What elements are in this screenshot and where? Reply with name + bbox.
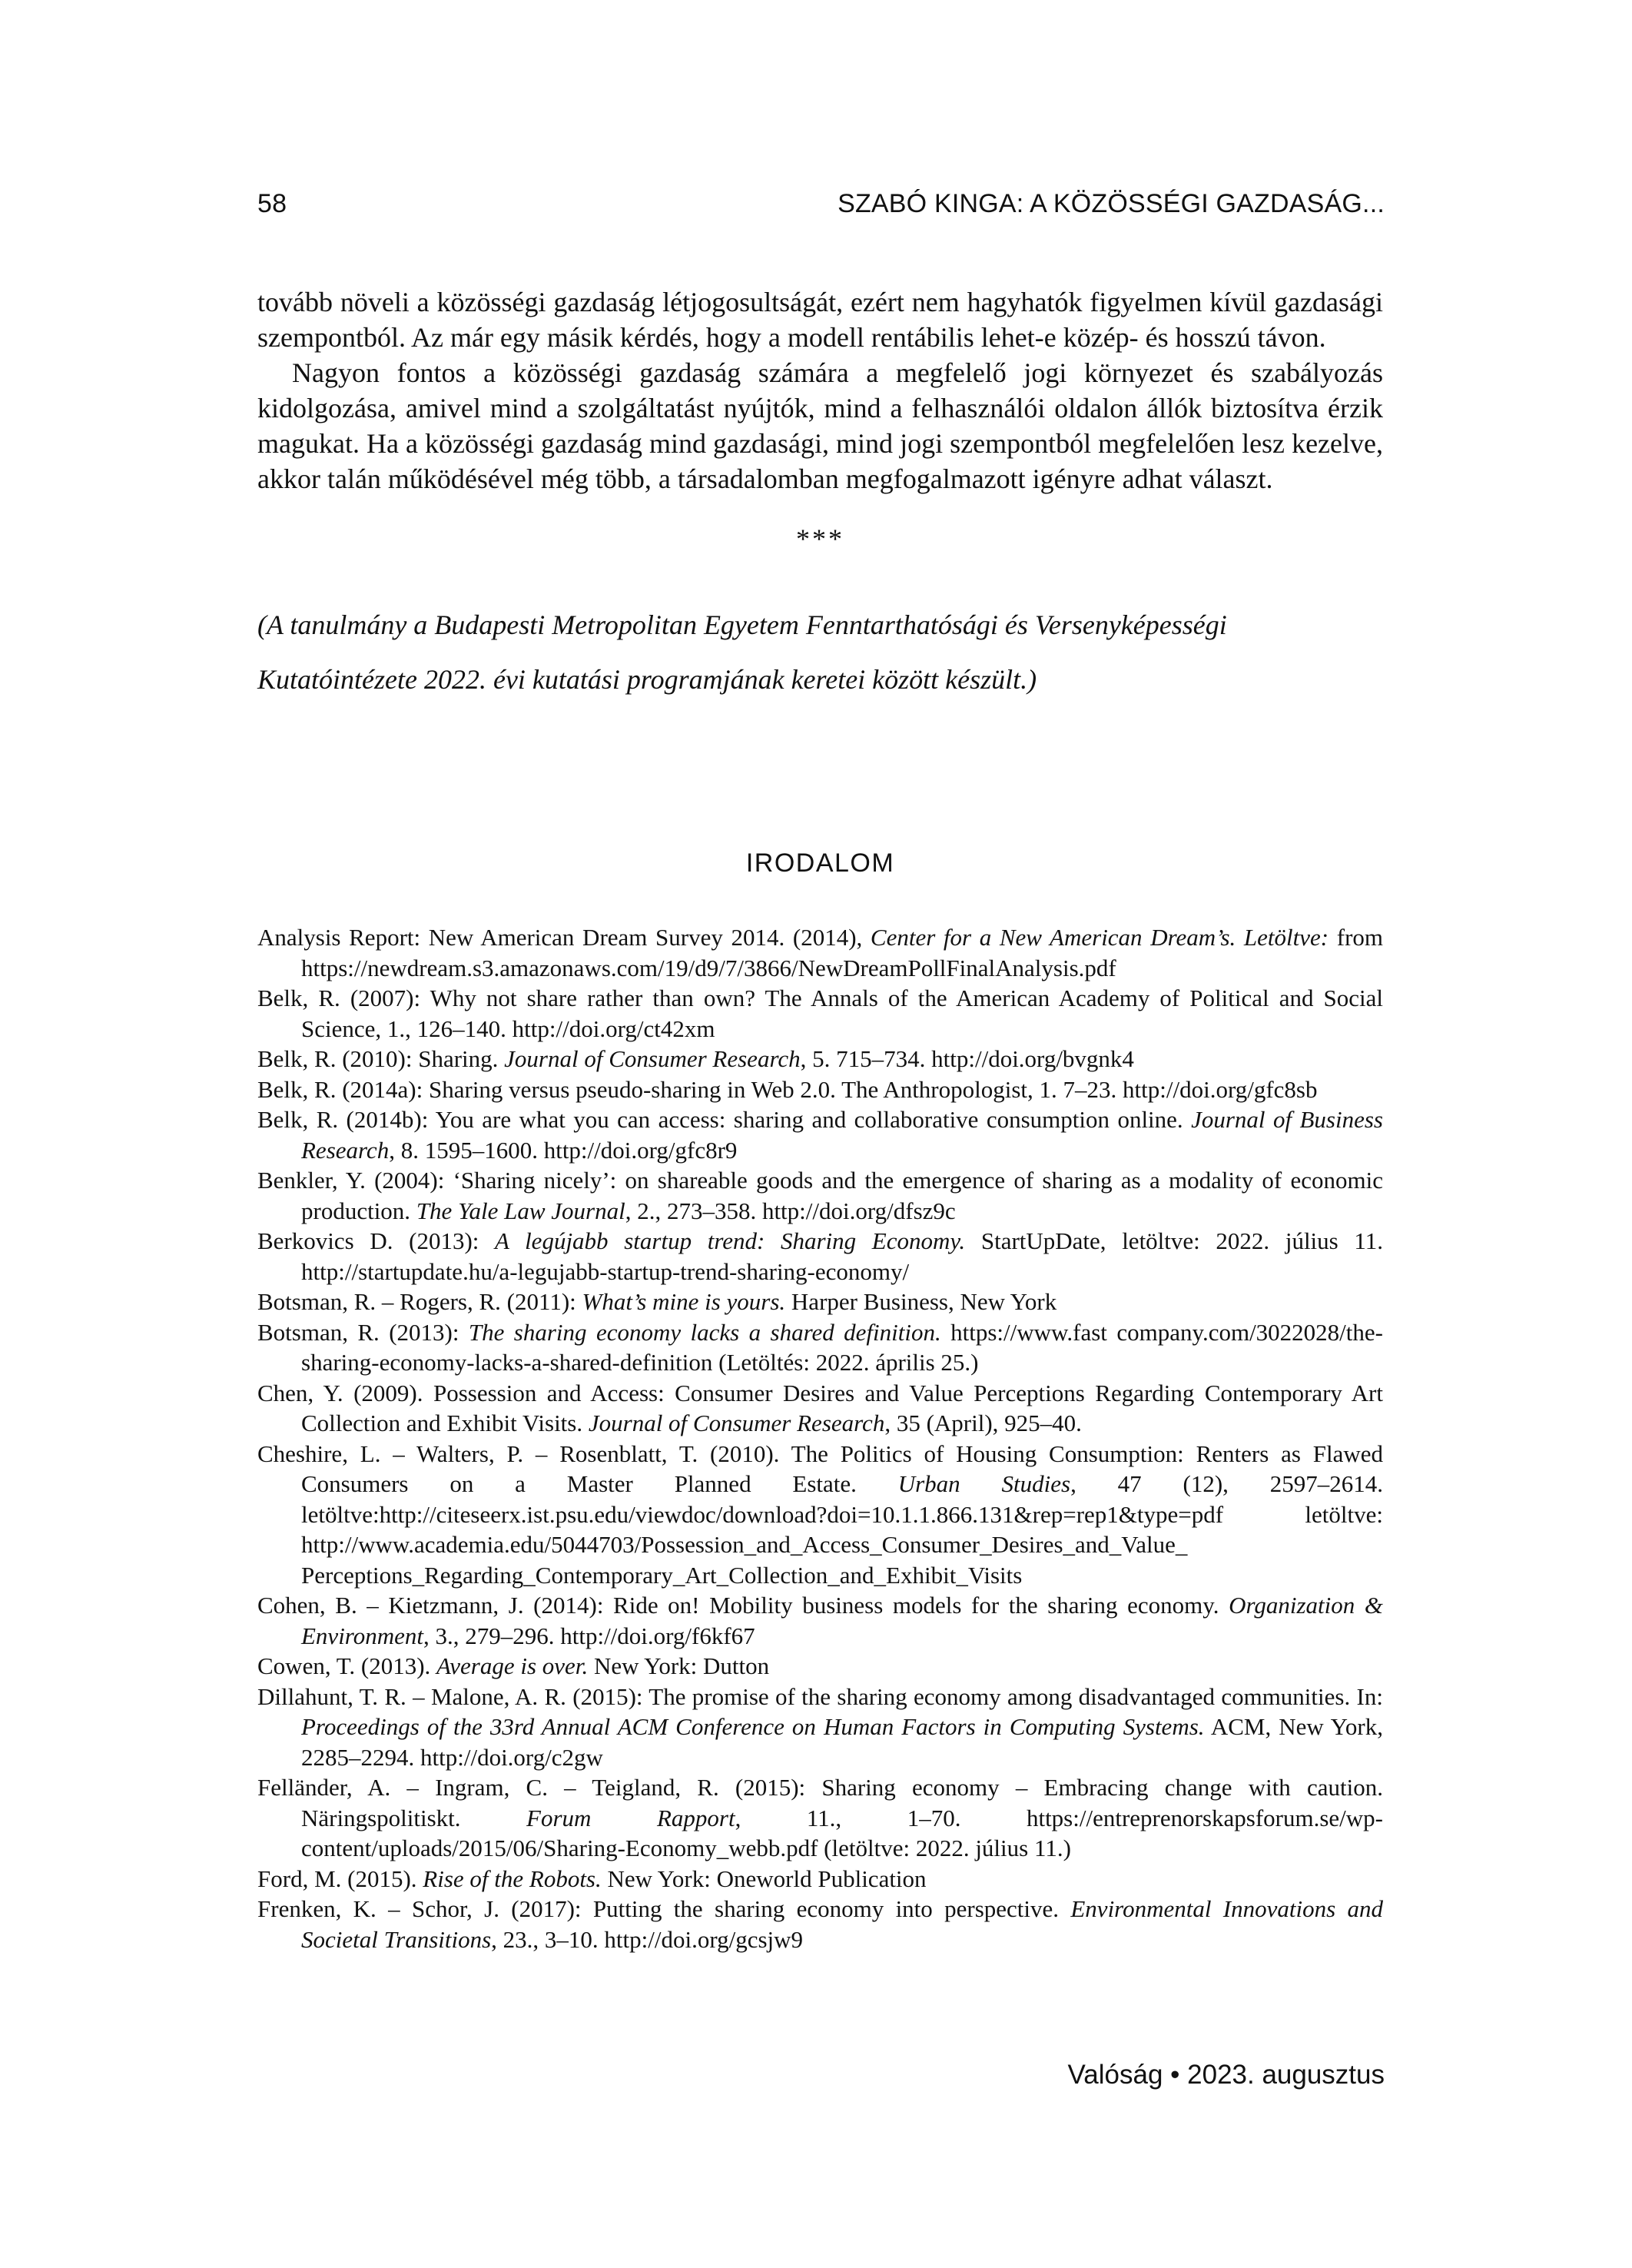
- entry-title-italic: The sharing economy lacks a shared definition.: [468, 1318, 941, 1346]
- bibliography-entry: [257, 1772, 1383, 1864]
- entry-title-italic: Journal of Business Research: [301, 1106, 1383, 1164]
- entry-title-italic: Urban Studies: [897, 1470, 1071, 1497]
- bibliography-entry: [257, 1894, 1383, 1954]
- entry-title-italic: The Yale Law Journal: [416, 1197, 625, 1224]
- entry-text: Frenken, K. – Schor, J. (2017): Putting the sharing economy into perspective.: [257, 1895, 1071, 1922]
- entry-title-italic: Rise of the Robots.: [423, 1865, 602, 1892]
- entry-text: Cowen, T. (2013).: [257, 1652, 437, 1679]
- entry-text: New York: Oneworld Publication: [601, 1865, 927, 1892]
- entry-text: Cheshire, L. – Walters, P. – Rosenblatt, T. (2010). The Politics of Housing Consumption: Renters as Flawed Consumers on a Master Planned Estate.: [257, 1439, 1383, 1497]
- bibliography-list: [257, 922, 1383, 1954]
- bibliography-entry: [257, 1074, 1383, 1105]
- entry-text: Belk, R. (2014a): Sharing versus pseudo-sharing in Web 2.0. The Anthropologist, 1. 7–23. http://doi.org/gfc8sb: [257, 1075, 1318, 1103]
- body-paragraph: Nagyon fontos a közösségi gazdaság számára a megfelelő jogi környezet és szabályozás kidolgozása, amivel mind a szolgáltatást nyújtók, mind a felhasználói oldalon állók biztosítva érzik magukat. Ha a közösségi gazdaság mind gazdasági, mind jogi szempontból megfelelően lesz kezelve, akkor talán működésével még több, a társadalomban megfogalmazott igényre adhat választ.: [257, 357, 1383, 494]
- running-title: SZABÓ KINGA: A KÖZÖSSÉGI GAZDASÁG...: [838, 189, 1385, 218]
- entry-text: New York: Dutton: [588, 1652, 770, 1679]
- article-body: [257, 284, 1383, 707]
- entry-text: Belk, R. (2010): Sharing.: [257, 1045, 505, 1072]
- page-footer: Valóság • 2023. augusztus: [1067, 2060, 1385, 2090]
- entry-text: Dillahunt, T. R. – Malone, A. R. (2015): The promise of the sharing economy among disadvantaged communities. In:: [257, 1682, 1383, 1710]
- entry-title-italic: Proceedings of the 33rd Annual ACM Conference on Human Factors in Computing Systems.: [301, 1713, 1205, 1740]
- entry-title-italic: Environmental Innovations and Societal Transitions: [301, 1895, 1384, 1953]
- entry-text: , 23., 3–10. http://doi.org/gcsjw9: [491, 1925, 804, 1953]
- entry-title-italic: Center for a New American Dream’s. Letöltve:: [870, 924, 1329, 951]
- bibliography-heading: IRODALOM: [745, 848, 895, 878]
- bibliography-entry: [257, 1590, 1383, 1651]
- bibliography-entry: [257, 1104, 1383, 1165]
- bibliography-entry: [257, 1864, 1383, 1894]
- entry-title-italic: What’s mine is yours.: [582, 1288, 786, 1315]
- entry-text: , 47 (12), 2597–2614. letöltve:http://citeseerx.ist.psu.edu/viewdoc/download?doi=10.1.1.866.131&rep=rep1&type=pdf letöltve: http://www.academia.edu/5044703/Possession_and_Access_Consumer_Desires_and_Value_ Perceptions_Regarding_Contemporary_Art_Collection_and_Exhibit_Visits: [301, 1470, 1383, 1589]
- page-header: [257, 189, 1385, 219]
- bibliography-entry: [257, 1317, 1383, 1378]
- entry-text: , 5. 715–734. http://doi.org/bvgnk4: [800, 1045, 1134, 1072]
- bibliography-entry: [257, 1287, 1383, 1317]
- entry-text: ACM, New York, 2285–2294. http://doi.org/c2gw: [301, 1713, 1383, 1771]
- bibliography-entry: [257, 1226, 1383, 1287]
- entry-text: Felländer, A. – Ingram, C. – Teigland, R. (2015): Sharing economy – Embracing change with caution. Näringspolitiskt.: [257, 1774, 1383, 1831]
- entry-text: from https://newdream.s3.amazonaws.com/19/d9/7/3866/NewDreamPollFinalAnalysis.pdf: [301, 924, 1384, 981]
- entry-title-italic: Average is over.: [436, 1652, 589, 1679]
- entry-text: Chen, Y. (2009). Possession and Access: Consumer Desires and Value Perceptions Regarding Contemporary Art Collection and Exhibit Visits.: [257, 1379, 1383, 1436]
- entry-text: StartUpDate, letöltve: 2022. július 11. http://startupdate.hu/a-legujabb-startup-trend-sharing-economy/: [301, 1227, 1383, 1285]
- section-separator: ***: [796, 523, 844, 554]
- body-paragraph: tovább növeli a közösségi gazdaság létjogosultságát, ezért nem hagyhatók figyelmen kívül gazdasági szempontból. Az már egy másik kérdés, hogy a modell rentábilis lehet-e közép- és hosszú távon.: [257, 287, 1383, 353]
- entry-title-italic: Journal of Consumer Research: [504, 1045, 801, 1072]
- bibliography-entry: [257, 922, 1383, 983]
- entry-title-italic: Journal of Consumer Research: [588, 1410, 885, 1436]
- entry-text: Harper Business, New York: [785, 1288, 1057, 1315]
- entry-text: , 11., 1–70. https://entreprenorskapsforum.se/wp-content/uploads/2015/06/Sharing-Economy_webb.pdf (letöltve: 2022. július 11.): [301, 1804, 1383, 1861]
- bibliography-entry: [257, 1439, 1383, 1591]
- entry-text: Belk, R. (2007): Why not share rather than own? The Annals of the American Academy of Political and Social Science, 1., 126–140. http://doi.org/ct42xm: [257, 985, 1383, 1042]
- page-number: 58: [257, 189, 287, 218]
- entry-text: , 2., 273–358. http://doi.org/dfsz9c: [625, 1197, 956, 1224]
- entry-text: Berkovics D. (2013):: [257, 1227, 496, 1254]
- entry-text: , 3., 279–296. http://doi.org/f6kf67: [423, 1622, 755, 1649]
- entry-text: Botsman, R. (2013):: [257, 1318, 469, 1346]
- bibliography-entry: [257, 1651, 1383, 1682]
- entry-text: Benkler, Y. (2004): ‘Sharing nicely’: on shareable goods and the emergence of sharing as a modality of economic production.: [257, 1167, 1383, 1224]
- entry-text: Cohen, B. – Kietzmann, J. (2014): Ride on! Mobility business models for the sharing economy.: [257, 1592, 1229, 1619]
- entry-text: https://www.fast company.com/3022028/the-sharing-economy-lacks-a-shared-definition (Letöltés: 2022. április 25.): [301, 1318, 1383, 1376]
- entry-text: , 35 (April), 925–40.: [884, 1410, 1082, 1436]
- entry-title-italic: A legújabb startup trend: Sharing Economy.: [495, 1227, 966, 1254]
- entry-text: Ford, M. (2015).: [257, 1865, 423, 1892]
- bibliography-entry: [257, 1044, 1383, 1074]
- bibliography-entry: [257, 983, 1383, 1044]
- entry-text: Analysis Report: New American Dream Survey 2014. (2014),: [257, 924, 871, 951]
- bibliography-entry: [257, 1682, 1383, 1773]
- entry-title-italic: Organization & Environment: [301, 1592, 1383, 1649]
- entry-title-italic: Forum Rapport: [526, 1804, 735, 1831]
- entry-text: Botsman, R. – Rogers, R. (2011):: [257, 1288, 582, 1315]
- bibliography-entry: [257, 1165, 1383, 1226]
- entry-text: Belk, R. (2014b): You are what you can access: sharing and collaborative consumption online.: [257, 1106, 1192, 1133]
- entry-text: , 8. 1595–1600. http://doi.org/gfc8r9: [389, 1136, 738, 1164]
- acknowledgement-note: (A tanulmány a Budapesti Metropolitan Egyetem Fenntarthatósági és Versenyképességi Kutatóintézete 2022. évi kutatási programjának keretei között készült.): [257, 609, 1227, 695]
- bibliography-entry: [257, 1378, 1383, 1439]
